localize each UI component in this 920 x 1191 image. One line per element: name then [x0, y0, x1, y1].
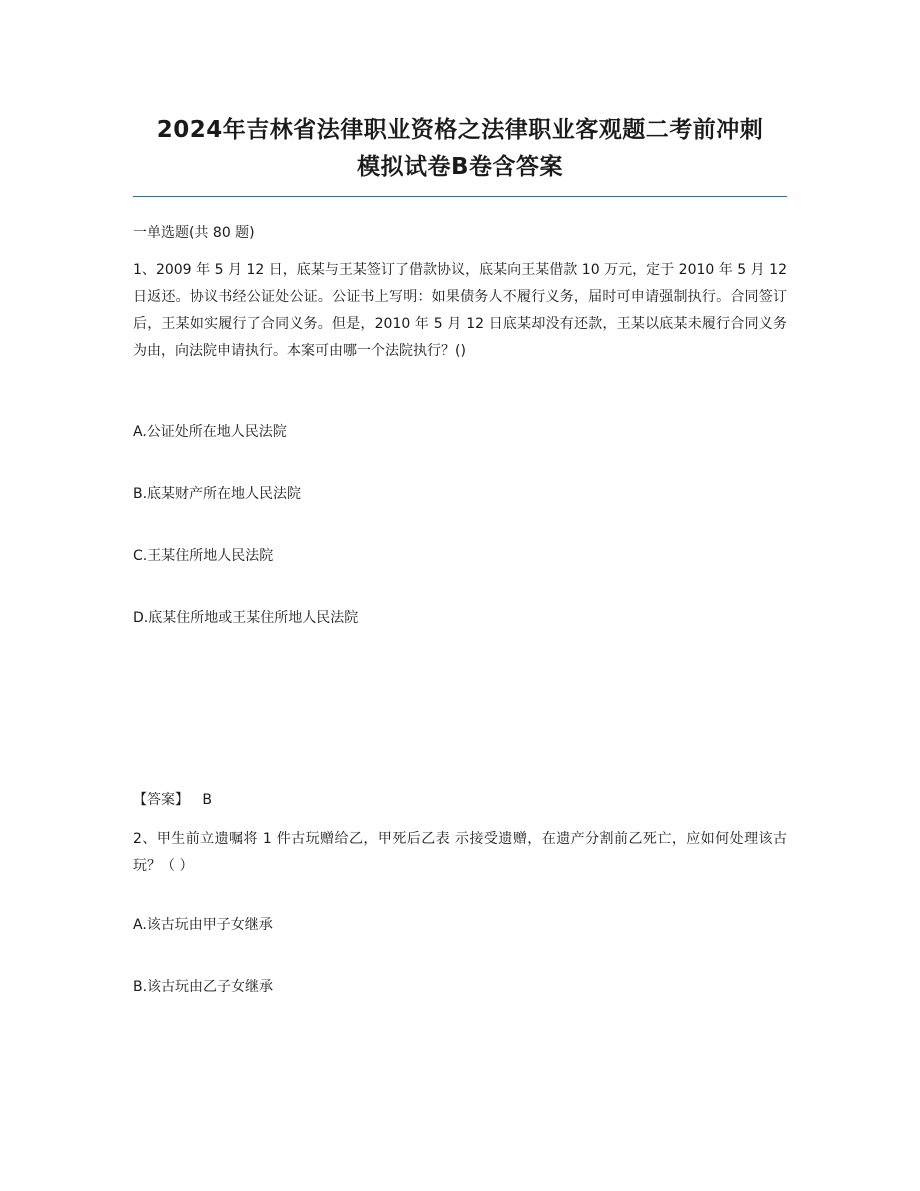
title-line-1: 2024年吉林省法律职业资格之法律职业客观题二考前冲刺 — [156, 117, 764, 143]
answer-value: B — [202, 792, 212, 808]
title-divider — [133, 196, 787, 197]
question-1-stem: 1、2009 年 5 月 12 日，底某与王某签订了借款协议，底某向王某借款 10 万元，定于 2010 年 5 月 12 日返还。协议书经公证处公证。公证书上写明：如果债务人不履行义务，届时可申请强制执行。合同签订后，王某如实履行了合同义务。但是，2010 年 5 月 12 日底某却没有还款，王某以底某未履行合同义务为由，向法院申请执行。本案可由哪一个法院执行？() — [133, 262, 787, 359]
question-1-option-a: A.公证处所在地人民法院 — [133, 424, 287, 440]
question-1-option-c: C.王某住所地人民法院 — [133, 548, 274, 564]
question-2-option-b: B.该古玩由乙子女继承 — [133, 979, 274, 995]
section-heading: 一单选题(共 80 题) — [133, 225, 255, 241]
question-1-answer — [133, 789, 212, 811]
answer-label: 【答案】 — [133, 792, 189, 808]
question-1-option-d: D.底某住所地或王某住所地人民法院 — [133, 610, 359, 626]
question-1-option-b: B.底某财产所在地人民法院 — [133, 486, 302, 502]
question-2-stem: 2、甲生前立遗嘱将 1 件古玩赠给乙，甲死后乙表 示接受遗赠，在遗产分割前乙死亡，应如何处理该古 玩？（ ） — [133, 831, 787, 874]
question-2-option-a: A.该古玩由甲子女继承 — [133, 917, 273, 933]
document-title — [133, 112, 787, 186]
title-line-2: 模拟试卷B卷含答案 — [356, 154, 564, 180]
